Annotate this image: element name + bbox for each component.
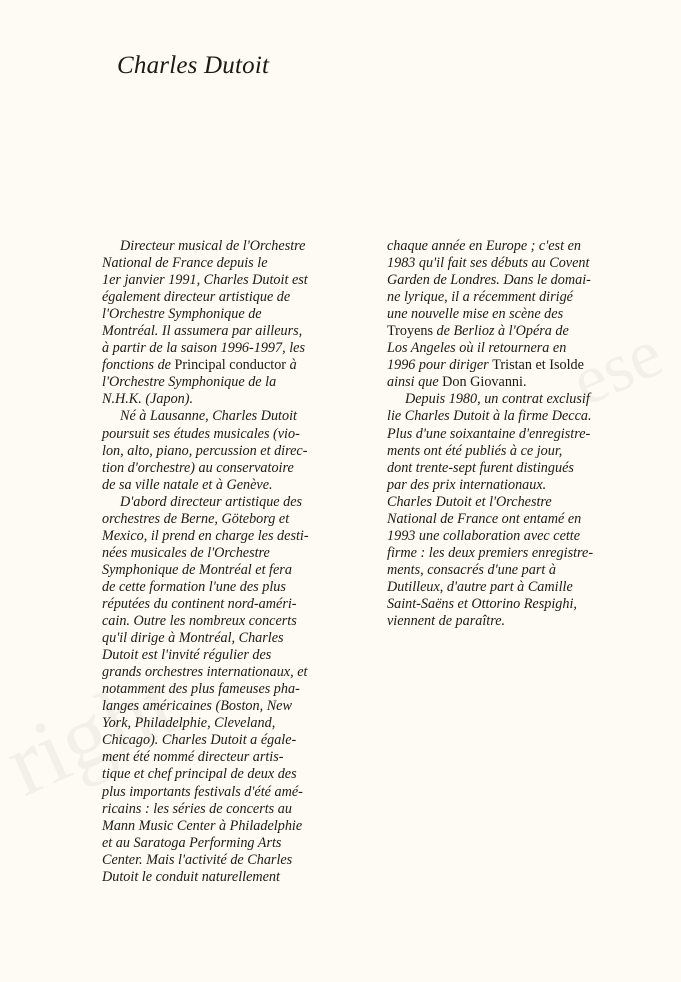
- text-line: Montréal. Il assumera par ailleurs,: [102, 323, 303, 340]
- text-line: ricains : les séries de concerts au: [102, 800, 292, 817]
- text-line: D'abord directeur artistique des: [120, 493, 303, 510]
- text-line: Symphonique de Montréal et fera: [102, 561, 292, 578]
- text-line: de sa ville natale et à Genève.: [102, 476, 273, 493]
- text-line: ments, consacrés d'une part à: [387, 561, 556, 578]
- text-line: York, Philadelphie, Cleveland,: [102, 715, 276, 732]
- text-line: dont trente-sept furent distingués: [387, 459, 574, 476]
- text-line: cain. Outre les nombreux concerts: [102, 613, 297, 630]
- text-line: nées musicales de l'Orchestre: [102, 544, 270, 561]
- text-line: Né à Lausanne, Charles Dutoit: [120, 408, 297, 425]
- text-line: Saint-Saëns et Ottorino Respighi,: [387, 595, 577, 612]
- text-line: par des prix internationaux.: [387, 476, 547, 493]
- text-line: tion d'orchestre) au conservatoire: [102, 459, 294, 476]
- text-line: Dutoit le conduit naturellement: [102, 868, 280, 885]
- text-line: National de France depuis le: [102, 255, 268, 272]
- text-line: à partir de la saison 1996-1997, les: [102, 340, 305, 357]
- text-line: 1er janvier 1991, Charles Dutoit est: [102, 272, 308, 289]
- roman-text-run: Troyens: [387, 323, 433, 340]
- italic-text-run: à: [286, 357, 297, 374]
- text-line: Mexico, il prend en charge les desti-: [102, 527, 309, 544]
- text-line: [102, 357, 382, 374]
- text-line: Garden de Londres. Dans le domai-: [387, 272, 591, 289]
- page-title: Charles Dutoit: [117, 52, 270, 79]
- text-line: réputées du continent nord-améri-: [102, 595, 297, 612]
- text-line: Los Angeles où il retournera en: [387, 340, 567, 357]
- text-line: grands orchestres internationaux, et: [102, 664, 308, 681]
- text-line: Dutilleux, d'autre part à Camille: [387, 578, 573, 595]
- text-line: Depuis 1980, un contrat exclusif: [405, 391, 590, 408]
- text-line: [387, 374, 667, 391]
- italic-text-run: de Berlioz à l'Opéra de: [433, 323, 569, 340]
- roman-text-run: Principal conductor: [174, 357, 287, 374]
- text-line: qu'il dirige à Montréal, Charles: [102, 630, 284, 647]
- text-line: une nouvelle mise en scène des: [387, 306, 564, 323]
- text-line: Center. Mais l'activité de Charles: [102, 851, 293, 868]
- text-line: également directeur artistique de: [102, 289, 291, 306]
- text-line: Mann Music Center à Philadelphie: [102, 817, 303, 834]
- text-line: ment été nommé directeur artis-: [102, 749, 284, 766]
- text-line: de cette formation l'une des plus: [102, 578, 286, 595]
- text-line: Charles Dutoit et l'Orchestre: [387, 493, 552, 510]
- text-line: 1983 qu'il fait ses débuts au Covent: [387, 255, 590, 272]
- text-line: firme : les deux premiers enregistre-: [387, 544, 594, 561]
- text-line: lie Charles Dutoit à la firme Decca.: [387, 408, 592, 425]
- text-column-right: [387, 238, 667, 630]
- text-line: orchestres de Berne, Göteborg et: [102, 510, 290, 527]
- text-line: Plus d'une soixantaine d'enregistre-: [387, 425, 591, 442]
- text-line: National de France ont entamé en: [387, 510, 582, 527]
- text-line: [387, 357, 667, 374]
- text-line: langes américaines (Boston, New: [102, 698, 292, 715]
- text-line: tique et chef principal de deux des: [102, 766, 297, 783]
- text-line: N.H.K. (Japon).: [102, 391, 194, 408]
- text-line: Dutoit est l'invité régulier des: [102, 647, 272, 664]
- text-line: lon, alto, piano, percussion et direc-: [102, 442, 308, 459]
- text-column-left: [102, 238, 382, 886]
- text-line: l'Orchestre Symphonique de: [102, 306, 262, 323]
- roman-text-run: Don Giovanni.: [442, 374, 527, 391]
- text-line: 1993 une collaboration avec cette: [387, 527, 581, 544]
- text-line: ments ont été publiés à ce jour,: [387, 442, 563, 459]
- text-line: plus importants festivals d'été amé-: [102, 783, 303, 800]
- roman-text-run: Tristan et Isolde: [492, 357, 584, 374]
- text-line: [387, 323, 667, 340]
- italic-text-run: 1996 pour diriger: [387, 357, 493, 374]
- text-line: Directeur musical de l'Orchestre: [120, 238, 306, 254]
- text-line: viennent de paraître.: [387, 613, 506, 630]
- text-line: et au Saratoga Performing Arts: [102, 834, 282, 851]
- text-line: chaque année en Europe ; c'est en: [387, 238, 581, 254]
- text-line: l'Orchestre Symphonique de la: [102, 374, 277, 391]
- text-line: poursuit ses études musicales (vio-: [102, 425, 300, 442]
- text-line: Chicago). Charles Dutoit a égale-: [102, 732, 297, 749]
- italic-text-run: fonctions de: [102, 357, 175, 374]
- italic-text-run: ainsi que: [387, 374, 443, 391]
- text-line: notamment des plus fameuses pha-: [102, 681, 300, 698]
- text-line: ne lyrique, il a récemment dirigé: [387, 289, 573, 306]
